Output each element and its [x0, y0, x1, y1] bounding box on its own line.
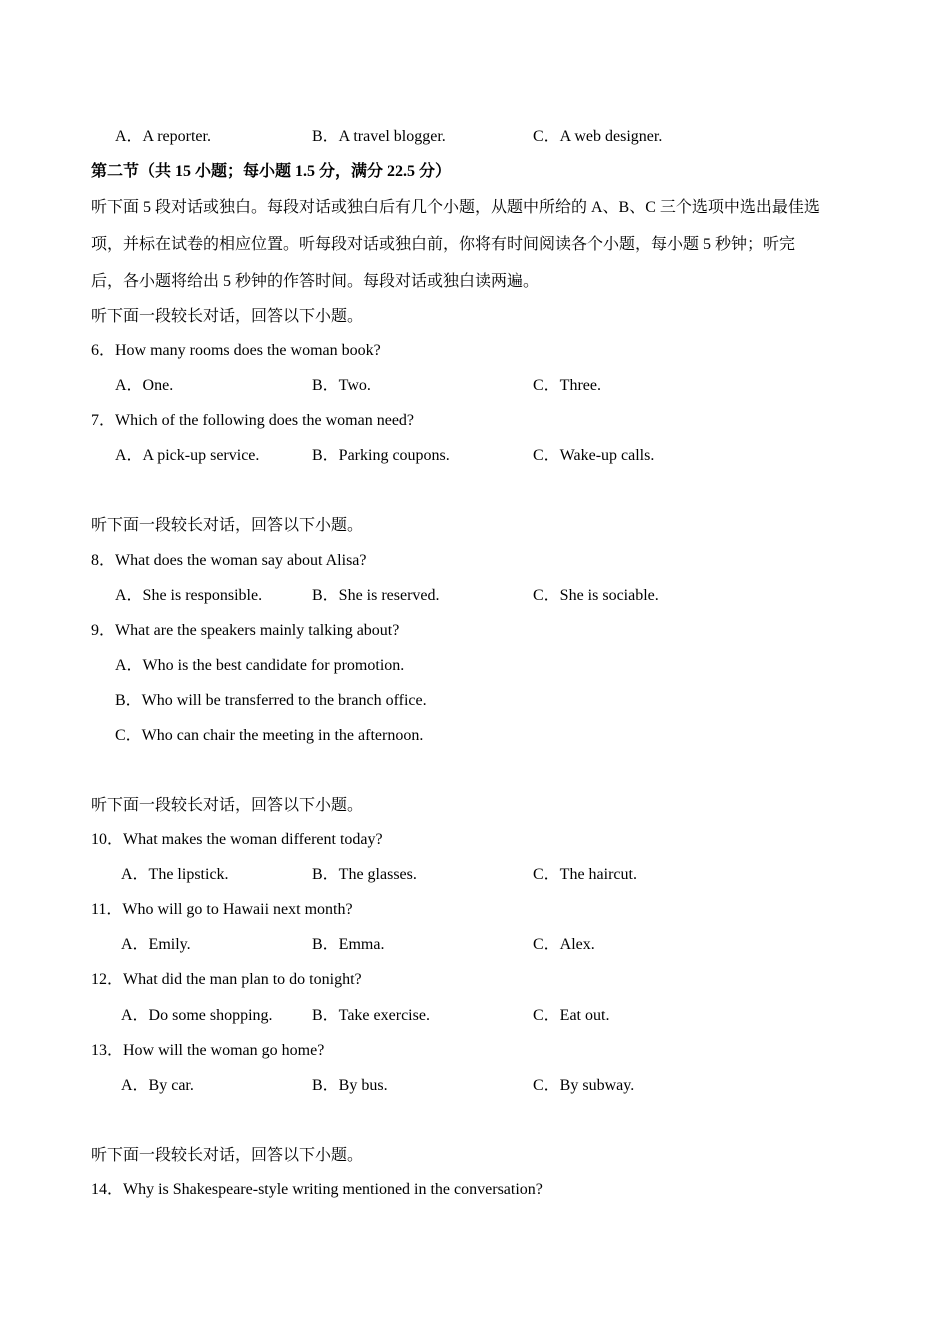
option-b: B．By bus. [312, 1077, 388, 1094]
option-a: A．Do some shopping. [121, 1007, 273, 1024]
group-intro: 听下面一段较长对话，回答以下小题。 [91, 308, 364, 325]
question-stem: 14．Why is Shakespeare-style writing mentioned in the conversation? [91, 1181, 543, 1198]
instruction-line: 后，各小题将给出 5 秒钟的作答时间。每段对话或独白读两遍。 [91, 273, 540, 290]
option-b: B．She is reserved. [312, 587, 440, 604]
section-title: 第二节（共 15 小题；每小题 1.5 分，满分 22.5 分） [91, 163, 452, 180]
option-c: C．Who can chair the meeting in the afternoon. [115, 727, 424, 744]
option-b: B．Who will be transferred to the branch office. [115, 692, 427, 709]
option-c: C．By subway. [533, 1077, 635, 1094]
option-c: C．Three. [533, 377, 601, 394]
option-c: C．Alex. [533, 936, 595, 953]
group-intro: 听下面一段较长对话，回答以下小题。 [91, 1147, 364, 1164]
question-stem: 7．Which of the following does the woman need? [91, 412, 415, 429]
option-a: A．One. [115, 377, 174, 394]
option-b: B．Take exercise. [312, 1007, 430, 1024]
option-b: B．Emma. [312, 936, 385, 953]
option-b: B．The glasses. [312, 866, 417, 883]
option-b: B．Parking coupons. [312, 447, 450, 464]
option-c: C．The haircut. [533, 866, 637, 883]
option-a: A．The lipstick. [121, 866, 229, 883]
option-a: A．Who is the best candidate for promotion. [115, 657, 405, 674]
question-stem: 11．Who will go to Hawaii next month? [91, 901, 353, 918]
option-c: C．Wake-up calls. [533, 447, 655, 464]
option-c: C．She is sociable. [533, 587, 659, 604]
question-stem: 9．What are the speakers mainly talking about? [91, 622, 400, 639]
q5-option-c: C．A web designer. [533, 128, 663, 145]
question-stem: 6．How many rooms does the woman book? [91, 342, 381, 359]
option-b: B．Two. [312, 377, 371, 394]
option-a: A．By car. [121, 1077, 194, 1094]
question-stem: 13．How will the woman go home? [91, 1042, 325, 1059]
q5-option-a: A．A reporter. [115, 128, 211, 145]
option-a: A．A pick-up service. [115, 447, 260, 464]
option-a: A．Emily. [121, 936, 191, 953]
instruction-line: 听下面 5 段对话或独白。每段对话或独白后有几个小题，从题中所给的 A、B、C 三个选项中选出最佳选 [91, 199, 820, 216]
option-a: A．She is responsible. [115, 587, 263, 604]
option-c: C．Eat out. [533, 1007, 610, 1024]
group-intro: 听下面一段较长对话，回答以下小题。 [91, 517, 364, 534]
question-stem: 12．What did the man plan to do tonight? [91, 971, 362, 988]
question-stem: 10．What makes the woman different today? [91, 831, 383, 848]
instruction-line: 项，并标在试卷的相应位置。听每段对话或独白前，你将有时间阅读各个小题，每小题 5 秒钟；听完 [91, 236, 796, 253]
question-stem: 8．What does the woman say about Alisa? [91, 552, 367, 569]
group-intro: 听下面一段较长对话，回答以下小题。 [91, 797, 364, 814]
q5-option-b: B．A travel blogger. [312, 128, 446, 145]
